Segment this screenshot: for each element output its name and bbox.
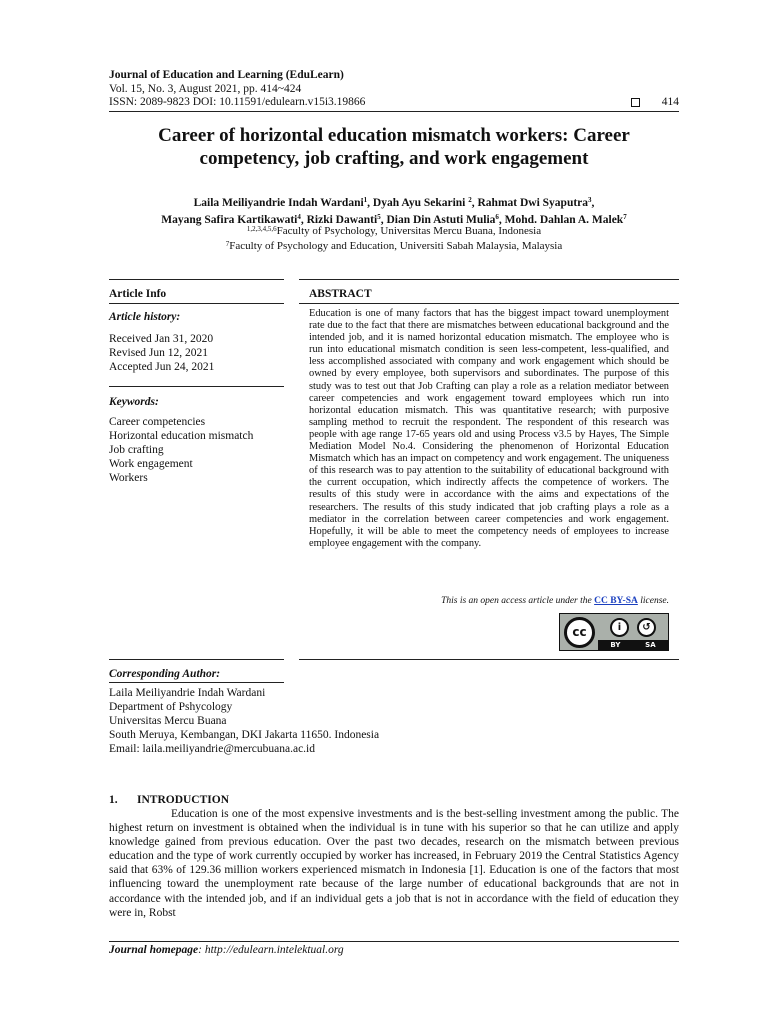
corresponding-author	[109, 686, 679, 756]
cc-by-sa-link[interactable]: CC BY-SA	[594, 596, 638, 606]
author-separator: ,	[300, 214, 307, 226]
author-affil-mark: 6	[495, 213, 499, 221]
author-name: Rizki Dawanti	[306, 214, 378, 226]
affiliations	[109, 223, 679, 253]
badge-by-label: BY	[610, 641, 621, 649]
article-info-heading: Article Info	[109, 288, 167, 300]
corr-name: Laila Meiliyandrie Indah Wardani	[109, 687, 266, 699]
page-number: 414	[661, 96, 679, 108]
license-prefix: This is an open access article under the	[441, 596, 595, 606]
keyword: Career competencies	[109, 416, 206, 428]
author-affil-mark: 7	[623, 213, 627, 221]
corresponding-rule	[109, 682, 284, 683]
section-number: 1.	[109, 794, 118, 806]
creative-commons-icon: cc	[564, 617, 595, 648]
license-suffix: license.	[637, 596, 669, 606]
license-note	[309, 596, 669, 606]
author-separator: ,	[380, 214, 387, 226]
paper-title: Career of horizontal education mismatch workers: Career competency, job crafting, and work engagement	[158, 125, 630, 169]
homepage-label: Journal homepage	[109, 944, 199, 956]
abstract-head-rule	[299, 303, 679, 304]
author-list	[109, 193, 679, 227]
corr-address: South Meruya, Kembangan, DKI Jakarta 11650. Indonesia	[109, 729, 380, 741]
author-name: Dian Din Astuti Mulia	[386, 214, 496, 226]
corr-department: Department of Pshycology	[109, 701, 233, 713]
keywords-label: Keywords:	[109, 396, 159, 408]
author-affil-mark: 1	[363, 196, 368, 204]
author-separator: ,	[591, 197, 595, 209]
corresponding-label: Corresponding Author:	[109, 668, 221, 680]
info-top-rule	[109, 279, 284, 280]
keyword: Workers	[109, 472, 148, 484]
keyword: Job crafting	[109, 444, 164, 456]
keyword: Work engagement	[109, 458, 193, 470]
author-affil-mark: 5	[377, 213, 381, 221]
running-header	[109, 69, 679, 110]
history-label: Article history:	[109, 311, 181, 323]
affil-mark: 1,2,3,4,5,6	[246, 225, 277, 233]
abstract-heading: ABSTRACT	[309, 288, 372, 300]
corr-email: Email: laila.meiliyandrie@mercubuana.ac.id	[109, 743, 316, 755]
affiliation-text: Faculty of Psychology, Universitas Mercu Buana, Indonesia	[276, 225, 542, 237]
author-name: Mohd. Dahlan A. Malek	[504, 214, 624, 226]
author-name: Dyah Ayu Sekarini	[372, 197, 469, 209]
volume-info: Vol. 15, No. 3, August 2021, pp. 414~424	[109, 82, 302, 95]
keyword: Horizontal education mismatch	[109, 430, 254, 442]
info-head-rule	[109, 303, 284, 304]
keywords-block	[109, 395, 284, 485]
author-affil-mark: 2	[468, 196, 472, 204]
square-bullet-icon	[631, 98, 640, 107]
author-affil-mark: 3	[588, 196, 592, 204]
attribution-person-icon: i	[610, 618, 629, 637]
page-footer	[109, 941, 679, 956]
accepted-date: Accepted Jun 24, 2021	[109, 361, 215, 373]
abstract-bottom-rule	[299, 659, 679, 660]
badge-sa-label: SA	[645, 641, 656, 649]
revised-date: Revised Jun 12, 2021	[109, 347, 209, 359]
journal-name: Journal of Education and Learning (EduLearn)	[109, 69, 344, 81]
author-name: Laila Meiliyandrie Indah Wardani	[193, 197, 364, 209]
affiliation-text: Faculty of Psychology and Education, Universiti Sabah Malaysia, Malaysia	[229, 240, 563, 252]
author-affil-mark: 4	[297, 213, 301, 221]
info-bottom-rule	[109, 659, 284, 660]
author-name: Rahmat Dwi Syaputra	[477, 197, 589, 209]
header-rule	[109, 111, 679, 112]
abstract-text: Education is one of many factors that has the biggest impact toward unemployment rate due to the fact that there are mismatches between educational background and the intended job, and it is named horizontal education mismatch. The employee who is run into educational mismatch condition is seen less-competent, less-qualified, and less accomplished associated with company and work engagement which should be owned by every employee, both supervisors and subordinates. The purpose of this study was to test out that Job Crafting can play a role as a relation mediator between career competencies and work engagement toward employees which run into horizontal education mismatch. This was quantitative research; with purposive sampling method to recruit the respondent. The respondent of this research was people with age range 17-65 years old and using Process v3.5 by Hayes, The Simple Mediation Model No.4. Considering the phenomenon of Horizontal Education Mismatch which has an impact on competency and work engagement. The uniqueness of this research was to pay attention to the suitability of educational background with the current occupation, which indirectly affects the competence of workers. The results of this study were in accordance with the aims and expectations of the researchers. The results of this study indicated that job crafting plays a role as a mediator in the correlation between career competencies and work engagement. Hopefully, it will be able to meet the competency needs of employees to increase employee engagement with the company.	[309, 308, 669, 549]
author-separator: ,	[471, 197, 478, 209]
corr-university: Universitas Mercu Buana	[109, 715, 227, 727]
section-title: INTRODUCTION	[137, 794, 230, 806]
history-rule	[109, 386, 284, 387]
cc-by-sa-badge[interactable]	[559, 613, 669, 651]
share-alike-icon: ↺	[637, 618, 656, 637]
badge-strip	[598, 640, 668, 650]
received-date: Received Jan 31, 2020	[109, 333, 214, 345]
author-separator: ,	[498, 214, 505, 226]
abstract-top-rule	[299, 279, 679, 280]
issn-doi: ISSN: 2089-9823 DOI: 10.11591/edulearn.v15i3.19866	[109, 96, 366, 108]
author-name: Mayang Safira Kartikawati	[161, 214, 298, 226]
introduction-text: Education is one of the most expensive investments and is the best-selling investment among the public. The highest return on investment is obtained when the individual is in tune with his superior so that he can utilize and apply knowledge gained from previous education. Over the past two decades, research on the mismatch between previous education and the type of work currently occupied by worker has increased, in February 2019 the Central Statistics Agency said that 63% of 129.36 million workers experienced mismatch in Indonesia [1]. Education is one of the factors that most influencing toward the unemployment rate because of the large number of educational backgrounds that are not in accordance with the intended job, and if an individual gets a job that is not in accordance with the field of education they were in, Robst	[109, 808, 679, 919]
article-history	[109, 310, 284, 374]
author-separator: ,	[367, 197, 373, 209]
homepage-url: : http://edulearn.intelektual.org	[198, 944, 344, 956]
section-heading	[109, 794, 229, 806]
affil-mark: 7	[225, 240, 230, 248]
